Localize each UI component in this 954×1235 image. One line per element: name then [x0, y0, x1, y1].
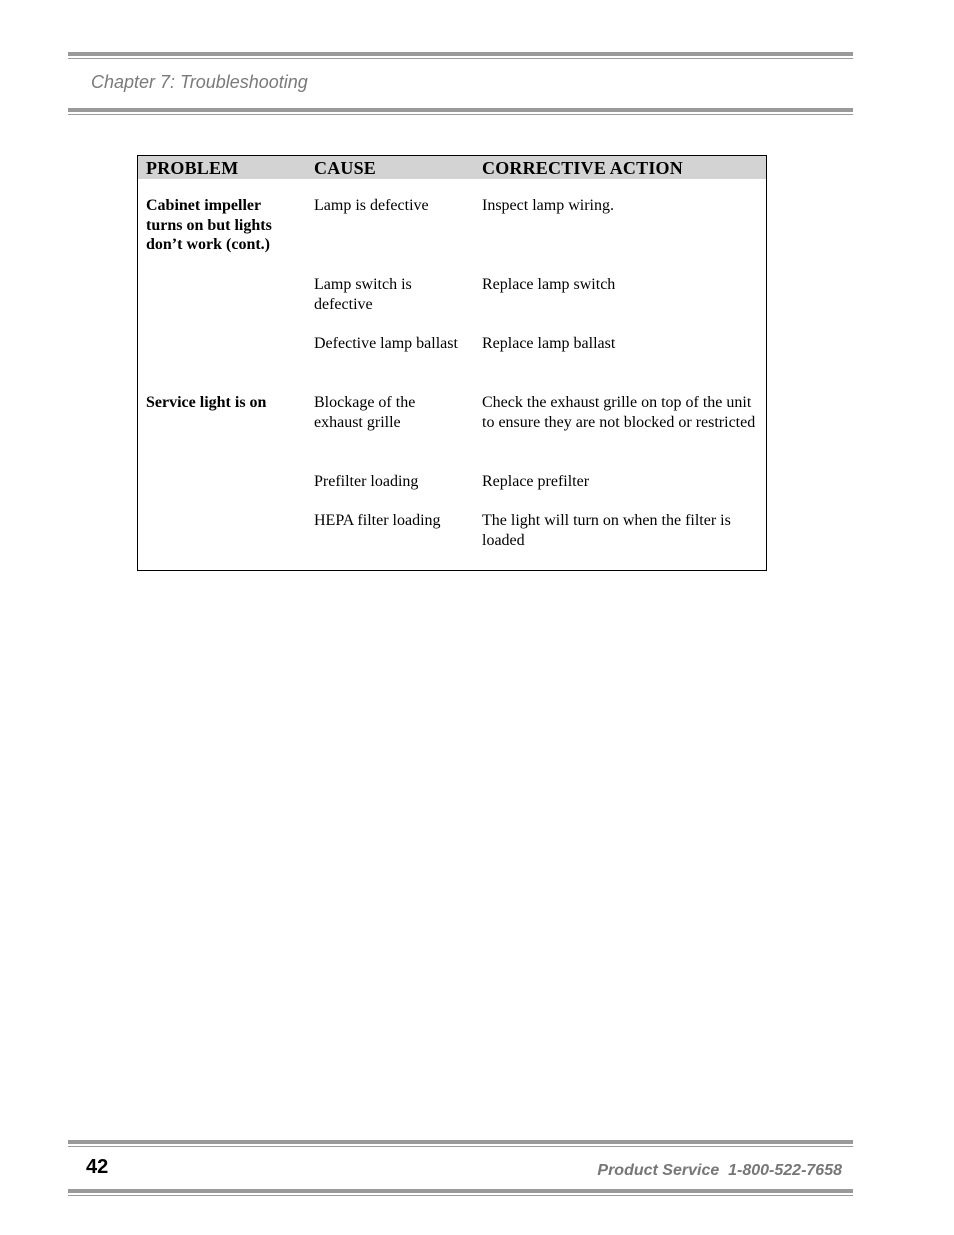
row-3-cause: Defective lamp ballast — [314, 335, 458, 352]
row-2-cause: Lamp switch is defective — [314, 276, 412, 313]
row-5-action: Replace prefilter — [482, 473, 590, 490]
column-header-corrective-action: CORRECTIVE ACTION — [482, 158, 683, 178]
column-header-cause: CAUSE — [314, 158, 377, 178]
page-number: 42 — [86, 1156, 109, 1178]
chapter-title: Chapter 7: Troubleshooting — [91, 72, 308, 92]
troubleshooting-table — [137, 155, 767, 571]
row-3-action: Replace lamp ballast — [482, 335, 616, 352]
row-1-action: Inspect lamp wiring. — [482, 197, 614, 214]
product-service-phone: Product Service 1-800-522-7658 — [597, 1162, 842, 1179]
row-2-action: Replace lamp switch — [482, 276, 616, 293]
footer-rule-bottom — [68, 1189, 853, 1196]
table-header-row — [138, 156, 766, 179]
row-4-cause: Blockage of the exhaust grille — [314, 394, 416, 431]
column-header-problem: PROBLEM — [146, 158, 239, 178]
row-1-problem: Cabinet impeller turns on but lights don’t work (cont.) — [146, 197, 272, 253]
header-rule-bottom — [68, 108, 853, 115]
footer-rule-top — [68, 1140, 853, 1147]
row-6-cause: HEPA filter loading — [314, 512, 441, 529]
header-rule-top — [68, 52, 853, 59]
row-6-action: The light will turn on when the filter is loaded — [482, 512, 731, 549]
row-4-action: Check the exhaust grille on top of the unit to ensure they are not blocked or restricted — [482, 394, 756, 431]
row-5-cause: Prefilter loading — [314, 473, 419, 490]
row-4-problem: Service light is on — [146, 394, 267, 411]
row-1-cause: Lamp is defective — [314, 197, 429, 214]
